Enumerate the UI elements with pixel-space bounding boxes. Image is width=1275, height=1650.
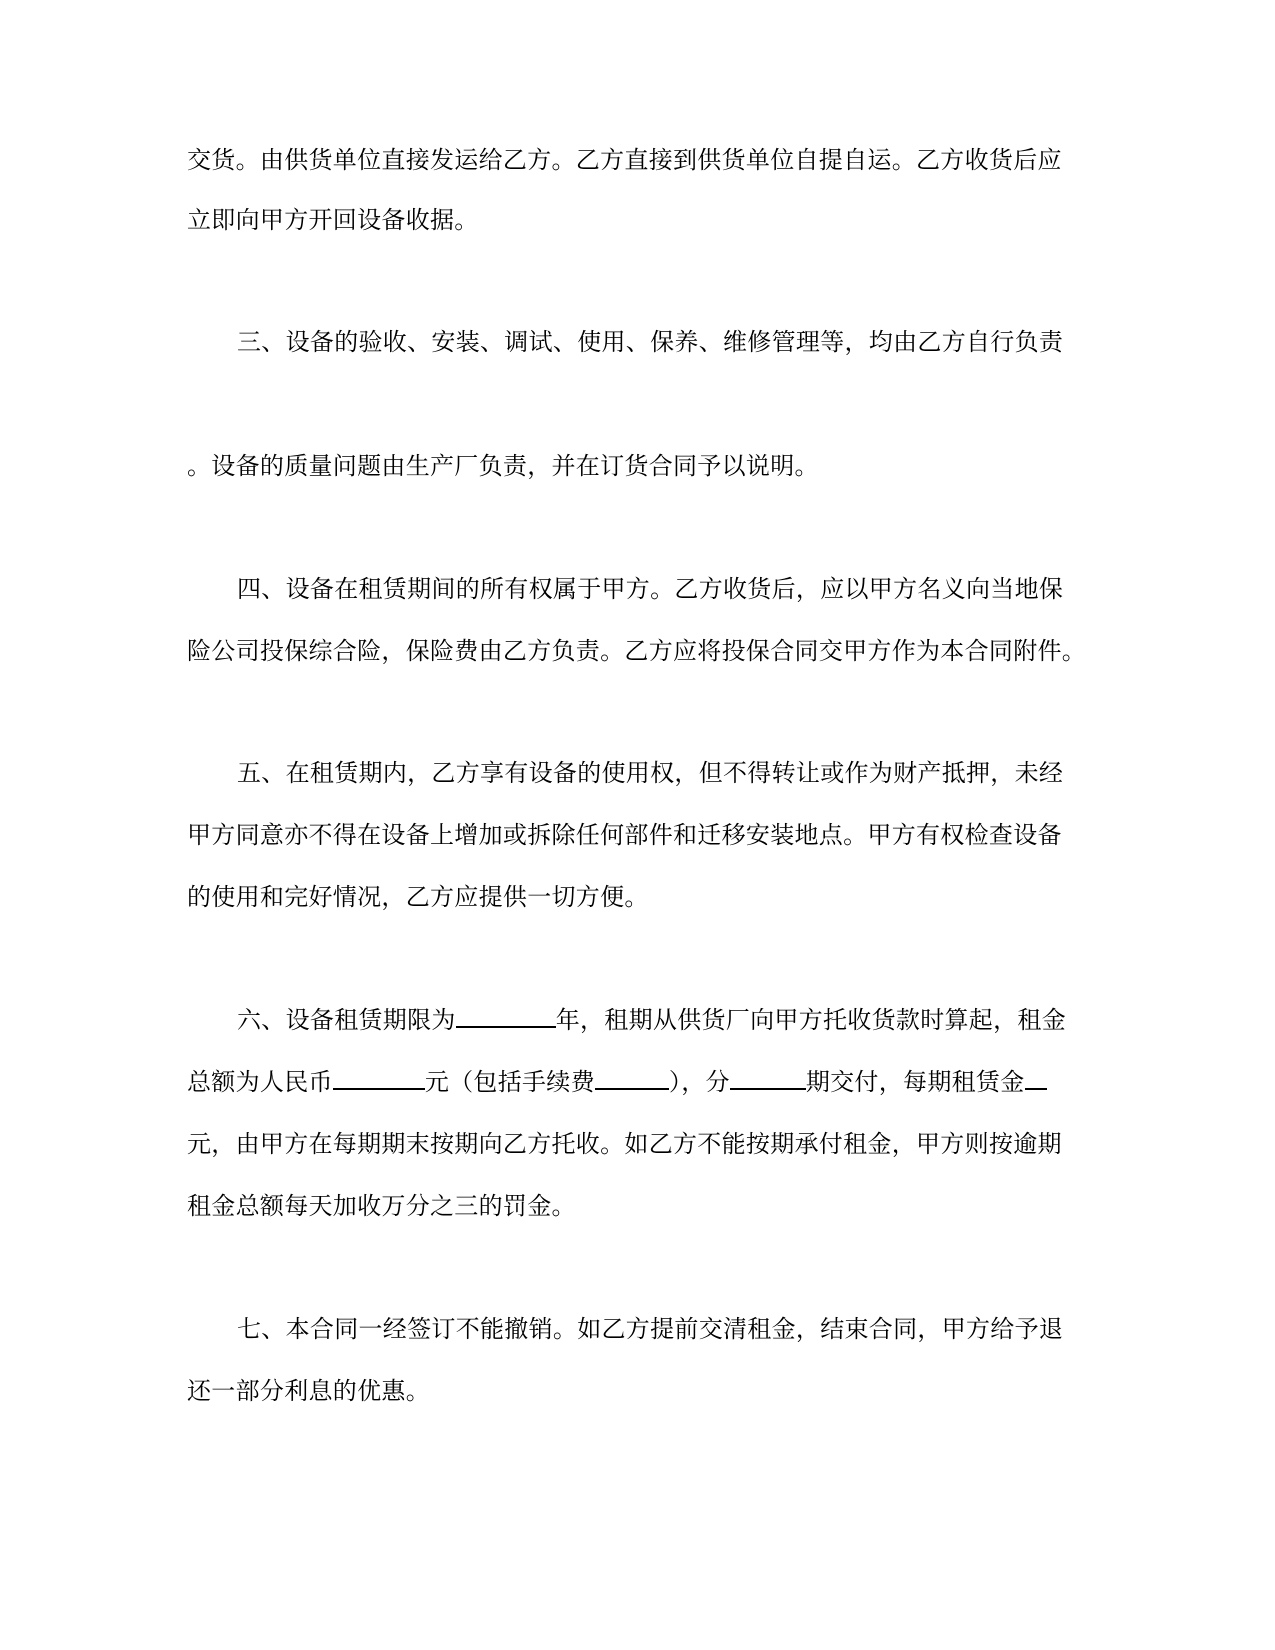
- clause-3-line-2: 。设备的质量问题由生产厂负责，并在订货合同予以说明。: [187, 452, 819, 480]
- clause-6-text-d: 元（包括手续费: [424, 1068, 595, 1096]
- clause-6-text-e: ），分: [668, 1068, 730, 1096]
- fee-blank[interactable]: [595, 1068, 669, 1090]
- clause-7-line-1: 七、本合同一经签订不能撤销。如乙方提前交清租金，结束合同，甲方给予退: [237, 1315, 1064, 1343]
- paragraph-2-line-2: 立即向甲方开回设备收据。: [187, 206, 479, 234]
- clause-6-line-1: [237, 1005, 1137, 1035]
- clause-6-text-a: 六、设备租赁期限为: [237, 1006, 456, 1034]
- clause-4-line-1: 四、设备在租赁期间的所有权属于甲方。乙方收货后，应以甲方名义向当地保: [237, 575, 1064, 603]
- clause-6-line-2: [187, 1067, 1087, 1097]
- clause-6-text-f: 期交付，每期租赁金: [805, 1068, 1025, 1096]
- clause-6-line-3: 元，由甲方在每期期末按期向乙方托收。如乙方不能按期承付租金，甲方则按逾期: [187, 1130, 1062, 1158]
- clause-3-line-1: 三、设备的验收、安装、调试、使用、保养、维修管理等，均由乙方自行负责: [237, 328, 1064, 356]
- clause-5-line-3: 的使用和完好情况，乙方应提供一切方便。: [187, 883, 649, 911]
- lease-term-blank[interactable]: [456, 1006, 556, 1028]
- paragraph-2-line-1: 交货。由供货单位直接发运给乙方。乙方直接到供货单位自提自运。乙方收货后应: [187, 146, 1062, 174]
- clause-7-line-2: 还一部分利息的优惠。: [187, 1377, 430, 1405]
- per-period-rent-blank[interactable]: [1025, 1068, 1047, 1090]
- clause-4-line-2: 险公司投保综合险，保险费由乙方负责。乙方应将投保合同交甲方作为本合同附件。: [187, 637, 1087, 665]
- clause-6-text-b: 年，租期从供货厂向甲方托收货款时算起，租金: [555, 1006, 1067, 1034]
- clause-5-line-1: 五、在租赁期内，乙方享有设备的使用权，但不得转让或作为财产抵押，未经: [237, 759, 1064, 787]
- clause-5-line-2: 甲方同意亦不得在设备上增加或拆除任何部件和迁移安装地点。甲方有权检查设备: [187, 821, 1062, 849]
- clause-6-text-c: 总额为人民币: [187, 1068, 333, 1096]
- rent-total-blank[interactable]: [333, 1068, 425, 1090]
- installments-blank[interactable]: [730, 1068, 806, 1090]
- clause-6-line-4: 租金总额每天加收万分之三的罚金。: [187, 1192, 576, 1220]
